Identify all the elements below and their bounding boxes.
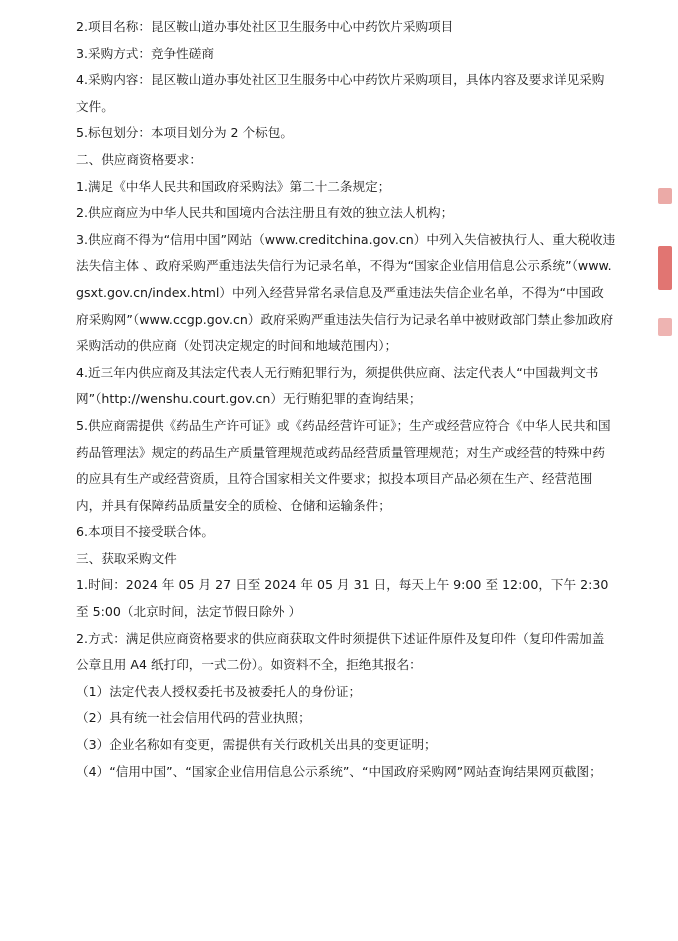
paragraph-qualification-4: 4.近三年内供应商及其法定代表人无行贿犯罪行为，须提供供应商、法定代表人“中国裁判文书网”（http://wenshu.court.gov.cn）无行贿犯罪的查询结果； xyxy=(76,364,599,407)
paragraph-qualification-6: 6.本项目不接受联合体。 xyxy=(76,524,214,540)
paragraph-obtain-method: 2.方式：满足供应商资格要求的供应商获取文件时须提供下述证件原件及复印件（复印件需加盖公章且用 A4 纸打印，一式二份）。如资料不全，拒绝其报名： xyxy=(76,630,605,673)
seal-stamp-fragment-bottom xyxy=(658,318,672,336)
paragraph-lot-division: 5.标包划分：本项目划分为 2 个标包。 xyxy=(76,125,293,141)
seal-stamp-fragment-top xyxy=(658,188,672,204)
document-body xyxy=(76,14,616,785)
paragraph-project-name: 2.项目名称：昆区鞍山道办事处社区卫生服务中心中药饮片采购项目 xyxy=(76,19,454,34)
paragraph-requirement-4: （4）“信用中国”、“国家企业信用信息公示系统”、“中国政府采购网”网站查询结果网页截图； xyxy=(76,763,602,779)
paragraph-procurement-method: 3.采购方式：竞争性磋商 xyxy=(76,45,214,61)
paragraph-qualification-2: 2.供应商应为中华人民共和国境内合法注册且有效的独立法人机构； xyxy=(76,205,454,221)
paragraph-requirement-1: （1）法定代表人授权委托书及被委托人的身份证； xyxy=(76,683,362,699)
paragraph-requirement-2: （2）具有统一社会信用代码的营业执照； xyxy=(76,710,311,726)
section-heading-obtain-documents: 三、获取采购文件 xyxy=(76,550,177,566)
paragraph-requirement-3: （3）企业名称如有变更，需提供有关行政机关出具的变更证明； xyxy=(76,737,437,753)
paragraph-obtain-time: 1.时间：2024 年 05 月 27 日至 2024 年 05 月 31 日，每天上午 9:00 至 12:00，下午 2:30 至 5:00（北京时间，法定节假日除外 ） xyxy=(76,577,609,620)
paragraph-qualification-3: 3.供应商不得为“信用中国”网站（www.creditchina.gov.cn）中列入失信被执行人、重大税收违法失信主体 、政府采购严重违法失信行为记录名单，不得为“国家企业信用信息公示系统”（www.gsxt.gov.cn/index.html）中列入经营异常名录信息及严重违法失信企业名单，不得为“中国政府采购网”（www.ccgp.gov.cn）政府采购严重违法失信行为记录名单中被财政部门禁止参加政府采购活动的供应商（处罚决定规定的时间和地域范围内）； xyxy=(76,231,616,354)
paragraph-procurement-content: 4.采购内容：昆区鞍山道办事处社区卫生服务中心中药饮片采购项目，具体内容及要求详见采购文件。 xyxy=(76,72,605,114)
paragraph-qualification-5: 5.供应商需提供《药品生产许可证》或《药品经营许可证》；生产或经营应符合《中华人民共和国药品管理法》规定的药品生产质量管理规范或药品经营质量管理规范；对生产或经营的特殊中药的应具有生产或经营资质，且符合国家相关文件要求；拟投本项目产品必须在生产、经营范围内，并具有保障药品质量安全的质检、仓储和运输条件； xyxy=(76,417,611,513)
section-heading-qualification: 二、供应商资格要求： xyxy=(76,151,202,167)
seal-edge-stamp xyxy=(658,188,672,338)
paragraph-qualification-1: 1.满足《中华人民共和国政府采购法》第二十二条规定； xyxy=(76,178,391,194)
seal-stamp-fragment-middle xyxy=(658,246,672,290)
